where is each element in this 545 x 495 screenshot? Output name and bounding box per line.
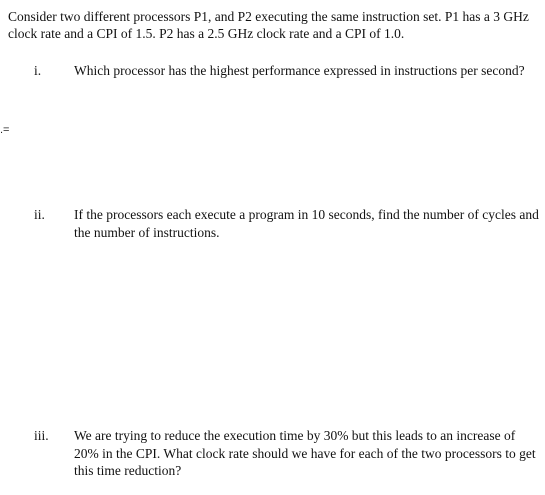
question-number: iii.: [34, 428, 49, 443]
question-item: [34, 62, 539, 80]
question-item: [34, 427, 539, 480]
margin-mark: .=: [0, 124, 10, 136]
question-text: We are trying to reduce the execution time by 30% but this leads to an increase of 20% in the CPI. What clock rate should we have for each of the two processors to get this time reduction?: [74, 428, 536, 478]
problem-statement: Consider two different processors P1, and P2 executing the same instruction set. P1 has a 3 GHz clock rate and a CPI of 1.5. P2 has a 2.5 GHz clock rate and a CPI of 1.0.: [8, 9, 529, 41]
question-text: Which processor has the highest performance expressed in instructions per second?: [74, 63, 525, 78]
question-number: ii.: [34, 207, 45, 222]
question-number: i.: [34, 63, 42, 78]
question-item: [34, 206, 539, 241]
question-text: If the processors each execute a program in 10 seconds, find the number of cycles and the number of instructions.: [74, 207, 539, 240]
